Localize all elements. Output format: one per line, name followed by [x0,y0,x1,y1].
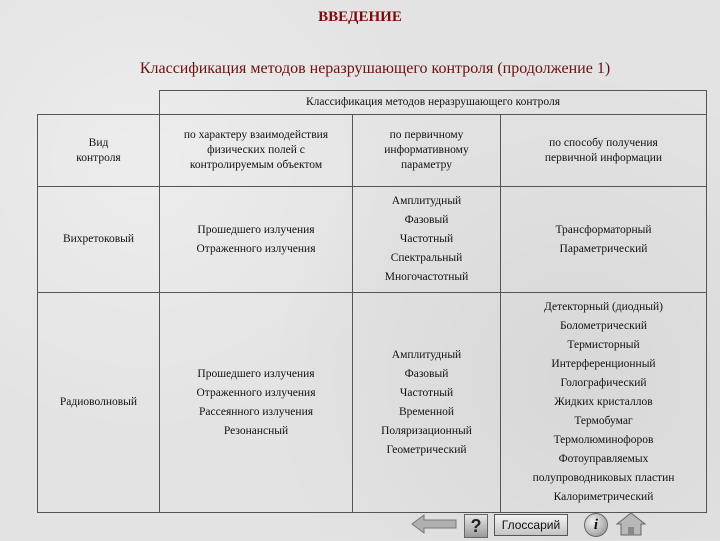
control-type-cell: Вихретоковый [38,187,160,293]
help-icon[interactable]: ? [464,514,488,538]
method-item: Спектральный [390,252,463,264]
arrow-left-icon[interactable] [410,512,458,536]
method-item: Фотоуправляемых [558,453,649,465]
method-item: Болометрический [559,320,648,332]
control-type-cell: Радиоволновый [38,293,160,513]
slide-title: ВВЕДЕНИЕ [318,9,402,25]
method-item: Многочастотный [384,271,469,283]
header-line: по способу получения [549,136,658,149]
method-item: Частотный [399,233,454,245]
method-item: Резонансный [223,424,289,437]
method-item: Голографический [560,377,647,389]
parameter-header [353,115,501,187]
navigation-bar [408,512,648,538]
method-item: Фазовый [404,367,449,380]
header-line: физических полей с [207,144,305,156]
blank-corner-cell [38,91,160,115]
header-line: Вид [88,136,109,149]
method-item: Временной [398,405,455,418]
acquisition-header [501,115,707,187]
home-icon[interactable] [616,512,646,536]
header-line: контролируемым объектом [189,159,323,171]
method-item: Термисторный [567,339,640,351]
interaction-header [160,115,353,187]
header-line: информативному [384,144,469,156]
acquisition-cell [501,293,707,513]
header-line: первичной информации [544,151,663,164]
header-line: параметру [400,159,452,171]
glossary-button[interactable]: Глоссарий [494,514,568,536]
method-item: Амплитудный [391,348,462,361]
method-item: Частотный [399,386,454,399]
header-line: по первичному [389,129,464,141]
group-header-cell: Классификация методов неразрушающего контроля [160,91,707,115]
method-item: Калориметрический [553,491,654,503]
header-line: контроля [76,151,121,164]
interaction-cell [160,187,353,293]
method-item: Прошедшего излучения [197,367,315,380]
method-item: Рассеянного излучения [198,405,314,418]
info-icon[interactable]: i [584,513,608,537]
classification-table [37,90,707,513]
method-item: Термобумаг [574,415,633,427]
method-item: Параметрический [559,242,648,255]
method-item: Амплитудный [391,195,462,207]
method-item: Прошедшего излучения [197,223,315,236]
header-line: по характеру взаимодействия [183,129,329,141]
method-item: Геометрический [386,443,467,456]
method-item: Детекторный (диодный) [544,301,663,313]
method-item: Термолюминофоров [553,434,654,446]
parameter-cell [353,187,501,293]
method-item: Поляризационный [381,424,472,437]
method-item: Интерференционный [551,358,656,370]
interaction-cell [160,293,353,513]
slide-subtitle: Классификация методов неразрушающего контроля (продолжение 1) [139,60,611,77]
method-item: Отраженного излучения [196,242,316,255]
parameter-cell [353,293,501,513]
method-item: Трансформаторный [555,223,652,236]
method-item: Жидких кристаллов [554,396,653,408]
control-type-header [38,115,160,187]
method-item: Фазовый [404,214,449,226]
method-item: Отраженного излучения [196,386,316,399]
method-item: полупроводниковых пластин [532,472,675,484]
acquisition-cell [501,187,707,293]
